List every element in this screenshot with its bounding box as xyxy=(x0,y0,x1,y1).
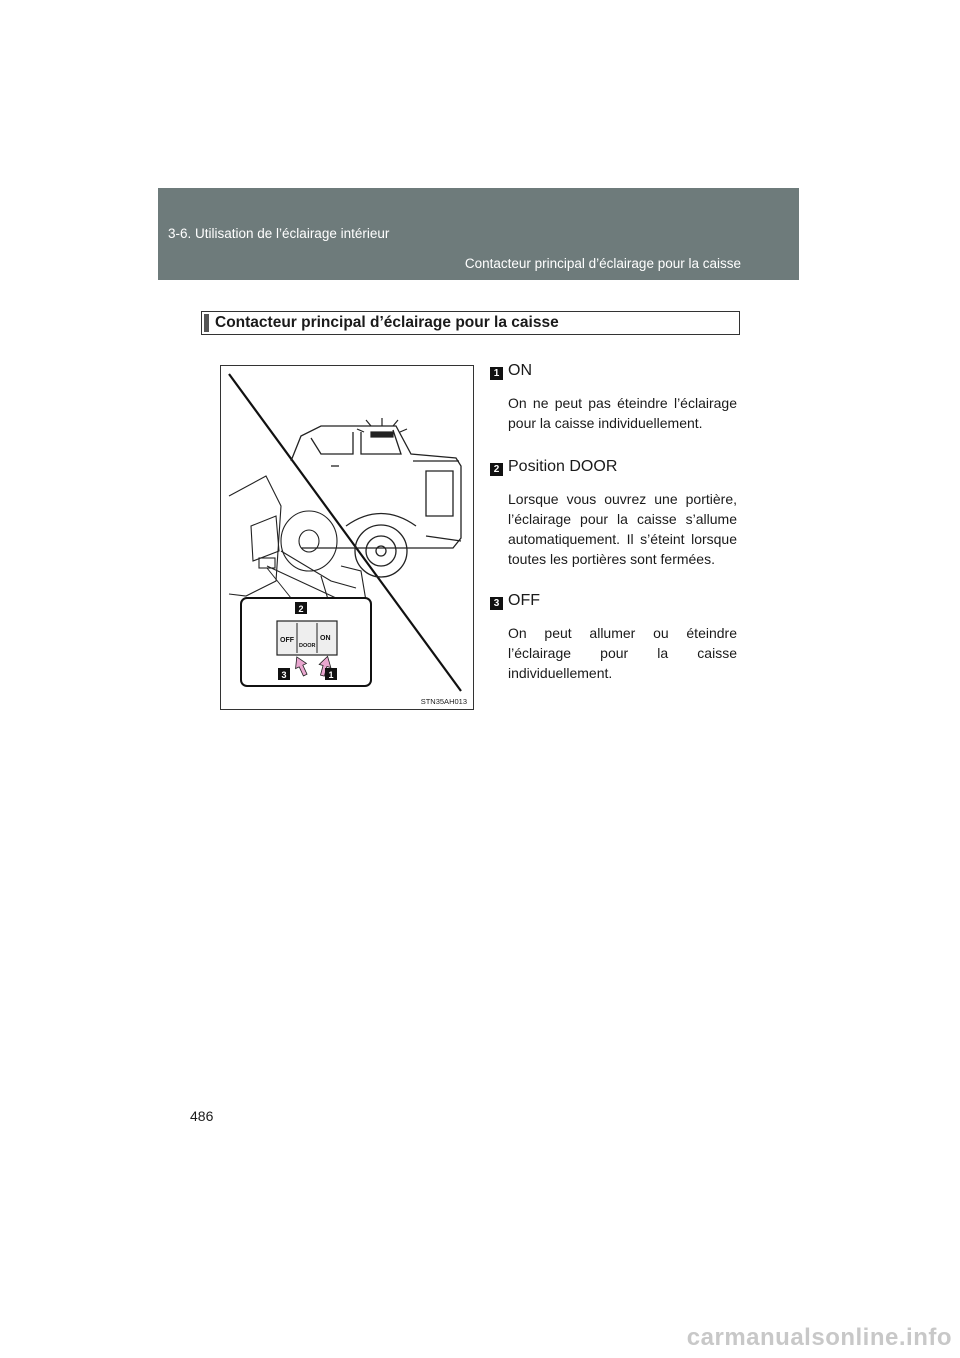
heading-marker xyxy=(204,314,209,332)
callout-3: 3 xyxy=(281,670,287,680)
callout-2: 2 xyxy=(298,604,304,614)
switch-label-door: DOOR xyxy=(299,643,316,649)
watermark xyxy=(0,1322,960,1358)
switch-label-off: OFF xyxy=(280,637,294,644)
switch-label-on: ON xyxy=(320,635,331,642)
callout-1: 1 xyxy=(328,670,334,680)
item-number-2: 2 xyxy=(490,463,503,476)
item-heading-door: Position DOOR xyxy=(508,458,618,475)
item-heading-on: ON xyxy=(508,362,532,379)
watermark-text: carmanualsonline.info xyxy=(686,1324,952,1351)
section-title: 3-6. Utilisation de l’éclairage intérieur xyxy=(168,226,390,241)
item-number-3: 3 xyxy=(490,597,503,610)
subsection-title: Contacteur principal d’éclairage pour la caisse xyxy=(464,256,741,271)
list-item-door xyxy=(490,458,740,581)
truck-interior-illustration xyxy=(221,366,473,709)
page-header xyxy=(158,188,799,280)
item-description-on: On ne peut pas éteindre l’éclairage pour la caisse individuellement. xyxy=(508,395,737,431)
topic-heading-box xyxy=(201,311,740,335)
item-heading-off: OFF xyxy=(508,592,540,609)
illustration xyxy=(220,365,474,710)
topic-heading: Contacteur principal d’éclairage pour la caisse xyxy=(215,314,559,331)
list-item-off xyxy=(490,592,740,685)
item-number-1: 1 xyxy=(490,367,503,380)
item-description-off: On peut allumer ou éteindre l’éclairage pour la caisse individuellement. xyxy=(508,625,737,681)
list-item-on xyxy=(490,362,740,445)
page-number: 486 xyxy=(190,1108,214,1124)
item-description-door: Lorsque vous ouvrez une portière, l’éclairage pour la caisse s’allume automatiquement. Il s’éteint lorsque toutes les portières sont fermées. xyxy=(508,491,737,567)
image-code: STN35AH013 xyxy=(420,697,467,706)
